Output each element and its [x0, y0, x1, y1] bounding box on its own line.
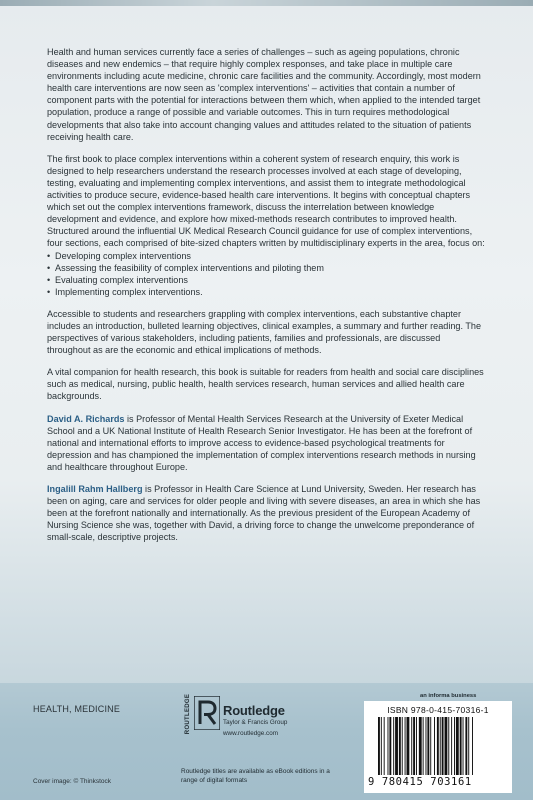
blurb-paragraph-4: A vital companion for health research, this book is suitable for readers from health and social care disciplines such as medical, nursing, public health, health services research, human services and allied health care backgrounds.	[47, 367, 484, 402]
barcode-bar	[463, 717, 464, 775]
barcode-bar	[448, 717, 449, 775]
bullet-icon: •	[47, 262, 51, 273]
barcode-bar	[437, 717, 439, 775]
publisher-name: Routledge	[223, 703, 285, 718]
author-bio-1	[47, 413, 485, 473]
routledge-r-icon	[194, 696, 220, 730]
barcode-bar	[399, 717, 401, 775]
cover-credit: Cover image: © Thinkstock	[33, 778, 112, 785]
barcode-bar	[395, 717, 398, 775]
author-bio-2	[47, 483, 485, 543]
list-item: • Assessing the feasibility of complex interventions and piloting them	[47, 262, 324, 273]
barcode-bar	[445, 717, 448, 775]
barcode-bar	[411, 717, 412, 775]
barcode-bar	[393, 717, 394, 775]
barcode-bar	[456, 717, 459, 775]
barcode-bar	[468, 717, 469, 775]
barcode-bar	[402, 717, 403, 775]
barcode-bar	[407, 717, 410, 775]
barcode-bar	[427, 717, 429, 775]
barcode-digits: 9 780415 703161	[368, 776, 472, 788]
barcode-bar	[389, 717, 391, 775]
barcode-bar	[423, 717, 424, 775]
subject-category: HEALTH, MEDICINE	[33, 704, 121, 714]
barcode-bar	[442, 717, 444, 775]
list-item: • Implementing complex interventions.	[47, 286, 203, 297]
list-item: • Developing complex interventions	[47, 250, 191, 261]
ebook-note: Routledge titles are available as eBook editions in a range of digital formats	[181, 768, 330, 784]
publisher-group: Taylor & Francis Group	[223, 719, 288, 726]
barcode-bar	[426, 717, 427, 775]
back-cover-text	[47, 46, 485, 553]
blurb-paragraph-2: The first book to place complex interventions within a coherent system of research enquiry, this work is designed to help researchers understand the research processes involved at each stage of developing, testing, evaluating and implementing complex interventions, and assist them to integrate methodological activities to produce secure, evidence-based health care interventions. It begins with conceptual chapters which set out the complex interventions framework, discuss the interrelation between knowledge development and evidence, and explore how mixed-methods research contributes to improved health. Structured around the influential UK Medical Research Council guidance for use of complex interventions, four sections, each comprised of bite-sized chapters written by multidisciplinary experts in the area, focus on:	[47, 153, 485, 249]
barcode-bar	[451, 717, 452, 775]
barcode-bar	[434, 717, 435, 775]
barcode-bar	[419, 717, 422, 775]
barcode-bar	[413, 717, 415, 775]
top-edge	[0, 0, 533, 6]
blurb-paragraph-3: Accessible to students and researchers grappling with complex interventions, each substantive chapter includes an introduction, bulleted learning objectives, clinical examples, a summary and further reading. The perspectives of various stakeholders, including patients, families and professionals, are discussed throughout as are the economic and ethical implications of methods.	[47, 308, 482, 356]
barcode-bar	[378, 717, 380, 775]
publisher-url[interactable]: www.routledge.com	[223, 730, 278, 737]
barcode-bar	[388, 717, 389, 775]
barcode-bar	[384, 717, 385, 775]
barcode-bar	[381, 717, 382, 775]
list-item: • Evaluating complex interventions	[47, 274, 188, 285]
barcode-bar	[454, 717, 455, 775]
barcode-bars-icon	[378, 717, 504, 775]
author-name: David A. Richards	[47, 413, 125, 424]
author-bio-text: is Professor of Mental Health Services Research at the University of Exeter Medical School and a UK National Institute of Health Research Senior Investigator. He has been at the forefront of national and international efforts to improve access to evidence-based psychological treatments for depression and has championed the implementation of complex interventions research methods in nursing and healthcare throughout Europe.	[47, 413, 476, 472]
publisher-vertical-label: ROUTLEDGE	[185, 693, 192, 735]
focus-list	[47, 250, 485, 298]
barcode-bar	[440, 717, 441, 775]
author-name: Ingalill Rahm Hallberg	[47, 484, 143, 494]
informa-business: an informa business	[420, 693, 477, 699]
barcode	[364, 701, 512, 793]
barcode-bar	[465, 717, 467, 775]
barcode-bar	[416, 717, 417, 775]
publisher-logo	[181, 695, 331, 745]
author-bio-text: is Professor in Health Care Science at Lund University, Sweden. Her research has been on aging, care and services for older people and living with severe diseases, an area in which she has been at the forefront nationally and internationally. As the previous president of the European Academy of Nursing Science she was, together with David, a driving force to change the unwelcome preponderance of small-scale, descriptive projects.	[47, 484, 481, 543]
barcode-bar	[430, 717, 431, 775]
barcode-bar	[460, 717, 462, 775]
blurb-paragraph-1: Health and human services currently face a series of challenges – such as ageing populations, chronic diseases and new endemics – that require highly complex responses, and take place in multiple care environments including acute medicine, chronic care facilities and the community. Accordingly, most modern health care interventions are now seen as 'complex interventions' – activities that contain a number of component parts with the potential for interactions between them which, when applied to the intended target population, produce a range of possible and variable outcomes. This in turn requires methodological developments that also take into account changing values and attitudes related to the situation of patients receiving health care.	[47, 47, 481, 142]
bullet-icon: •	[47, 286, 51, 297]
barcode-bar	[405, 717, 406, 775]
bullet-icon: •	[47, 274, 51, 285]
bullet-icon: •	[47, 250, 51, 261]
barcode-bar	[472, 717, 473, 775]
isbn-label: ISBN 978-0-415-70316-1	[387, 705, 489, 715]
